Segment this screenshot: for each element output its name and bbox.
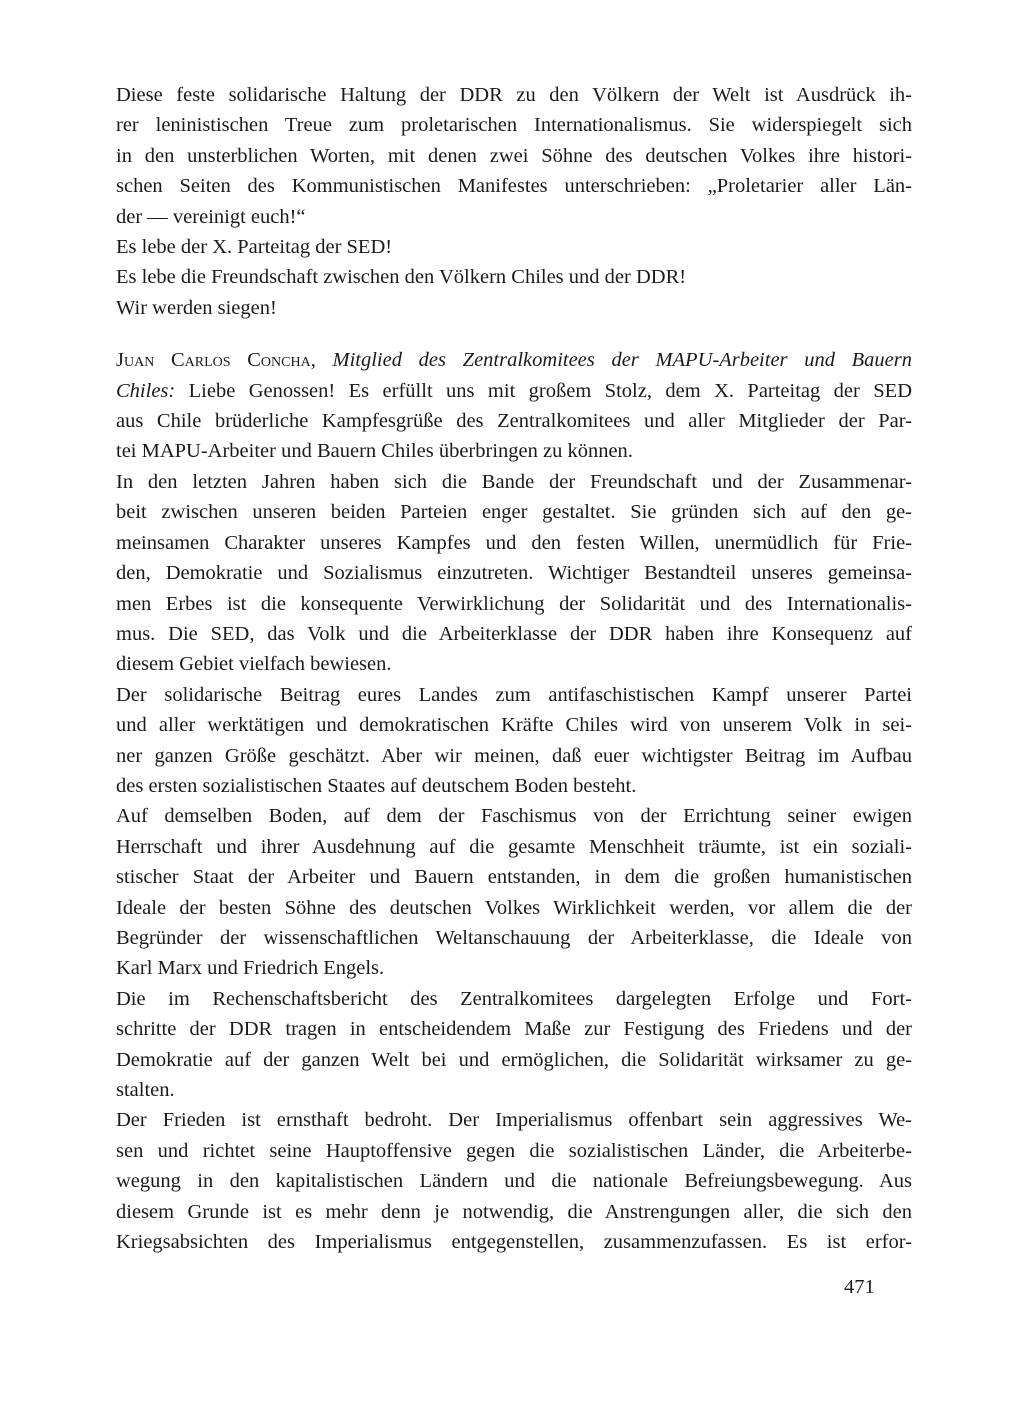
speaker-role: Mitglied des Zentralkomitees der MAPU-Arbeiter und Bauern <box>332 349 912 372</box>
speaker-name: Juan Carlos Concha, <box>116 349 316 372</box>
text-line: aus Chile brüderliche Kampfesgrüße des Zentralkomitees und aller Mitglieder der Par- <box>116 410 912 433</box>
text-line: diesem Gebiet vielfach bewiesen. <box>116 653 392 676</box>
section-gap <box>116 323 912 345</box>
page-body <box>116 80 912 1257</box>
text-line: Der Frieden ist ernsthaft bedroht. Der Imperialismus offenbart sein aggressives We- <box>116 1109 912 1132</box>
text-line: in den unsterblichen Worten, mit denen zwei Söhne des deutschen Volkes ihre histori- <box>116 144 912 167</box>
text-line: Demokratie auf der ganzen Welt bei und ermöglichen, die Solidarität wirksamer zu ge- <box>116 1048 912 1071</box>
intro-paragraph <box>116 80 912 232</box>
text-line: des ersten sozialistischen Staates auf deutschem Boden besteht. <box>116 774 637 797</box>
text-line: den, Demokratie und Sozialismus einzutreten. Wichtiger Bestandteil unseres gemeinsa- <box>116 562 912 585</box>
page-number: 471 <box>844 1276 875 1298</box>
text-line: Die im Rechenschaftsbericht des Zentralkomitees dargelegten Erfolge und Fort- <box>116 987 912 1010</box>
speech-paragraph <box>116 680 912 802</box>
text-line: tei MAPU-Arbeiter und Bauern Chiles überbringen zu können. <box>116 440 633 463</box>
speaker-role-cont: Chiles: <box>116 379 176 402</box>
text-line: Karl Marx und Friedrich Engels. <box>116 957 385 980</box>
text-line: und aller werktätigen und demokratischen Kräfte Chiles wird von unserem Volk in sei- <box>116 714 912 737</box>
text-line: stischer Staat der Arbeiter und Bauern entstanden, in dem die großen humanistischen <box>116 866 912 889</box>
text-line: men Erbes ist die konsequente Verwirklichung der Solidarität und des Internationalis- <box>116 592 912 615</box>
slogan-line: Es lebe der X. Parteitag der SED! <box>116 236 393 259</box>
slogans <box>116 232 912 323</box>
speech-paragraph <box>116 801 912 983</box>
text-line: Begründer der wissenschaftlichen Weltanschauung der Arbeiterklasse, die Ideale von <box>116 926 912 949</box>
text-line: mus. Die SED, das Volk und die Arbeiterklasse der DDR haben ihre Konsequenz auf <box>116 622 912 645</box>
speech-paragraph <box>116 1105 912 1257</box>
text-line: stalten. <box>116 1079 175 1101</box>
slogan-line: Wir werden siegen! <box>116 296 277 319</box>
text-line: diesem Grunde ist es mehr denn je notwendig, die Anstrengungen aller, die sich den <box>116 1200 912 1223</box>
text-line: Der solidarische Beitrag eures Landes zum antifaschistischen Kampf unserer Partei <box>116 683 912 706</box>
text-line: In den letzten Jahren haben sich die Bande der Freundschaft und der Zusammenar- <box>116 470 912 493</box>
text-line <box>116 376 912 406</box>
text-line: beit zwischen unseren beiden Parteien enger gestaltet. Sie gründen sich auf den ge- <box>116 501 912 524</box>
speech-opening <box>116 345 912 467</box>
text-line: meinsamen Charakter unseres Kampfes und den festen Willen, unermüdlich für Frie- <box>116 531 912 554</box>
text-line: sen und richtet seine Hauptoffensive gegen die sozialistischen Länder, die Arbeiterbe- <box>116 1139 912 1162</box>
speaker-line <box>116 345 912 375</box>
text-line: schritte der DDR tragen in entscheidendem Maße zur Festigung des Friedens und der <box>116 1018 912 1041</box>
text-line: schen Seiten des Kommunistischen Manifestes unterschrieben: „Proletarier aller Län- <box>116 175 912 198</box>
text-line: ner ganzen Größe geschätzt. Aber wir meinen, daß euer wichtigster Beitrag im Aufbau <box>116 744 912 767</box>
text-line: wegung in den kapitalistischen Ländern und die nationale Befreiungsbewegung. Aus <box>116 1170 912 1193</box>
speech-paragraph <box>116 984 912 1106</box>
text-line: Diese feste solidarische Haltung der DDR zu den Völkern der Welt ist Ausdrück ih- <box>116 84 912 106</box>
speech-paragraph <box>116 467 912 680</box>
text-line: Ideale der besten Söhne des deutschen Volkes Wirklichkeit werden, vor allem die der <box>116 896 912 919</box>
text-line: Herrschaft und ihrer Ausdehnung auf die gesamte Menschheit träumte, ist ein soziali- <box>116 835 912 858</box>
greeting-text: Liebe Genossen! Es erfüllt uns mit großem Stolz, dem X. Parteitag der SED <box>175 379 912 402</box>
slogan-line: Es lebe die Freundschaft zwischen den Völkern Chiles und der DDR! <box>116 266 687 289</box>
text-line: Auf demselben Boden, auf dem der Faschismus von der Errichtung seiner ewigen <box>116 805 912 828</box>
text-line: der — vereinigt euch!“ <box>116 205 306 228</box>
text-line: Kriegsabsichten des Imperialismus entgegenstellen, zusammenzufassen. Es ist erfor- <box>116 1231 912 1254</box>
text-line: rer leninistischen Treue zum proletarischen Internationalismus. Sie widerspiegelt sich <box>116 114 912 137</box>
